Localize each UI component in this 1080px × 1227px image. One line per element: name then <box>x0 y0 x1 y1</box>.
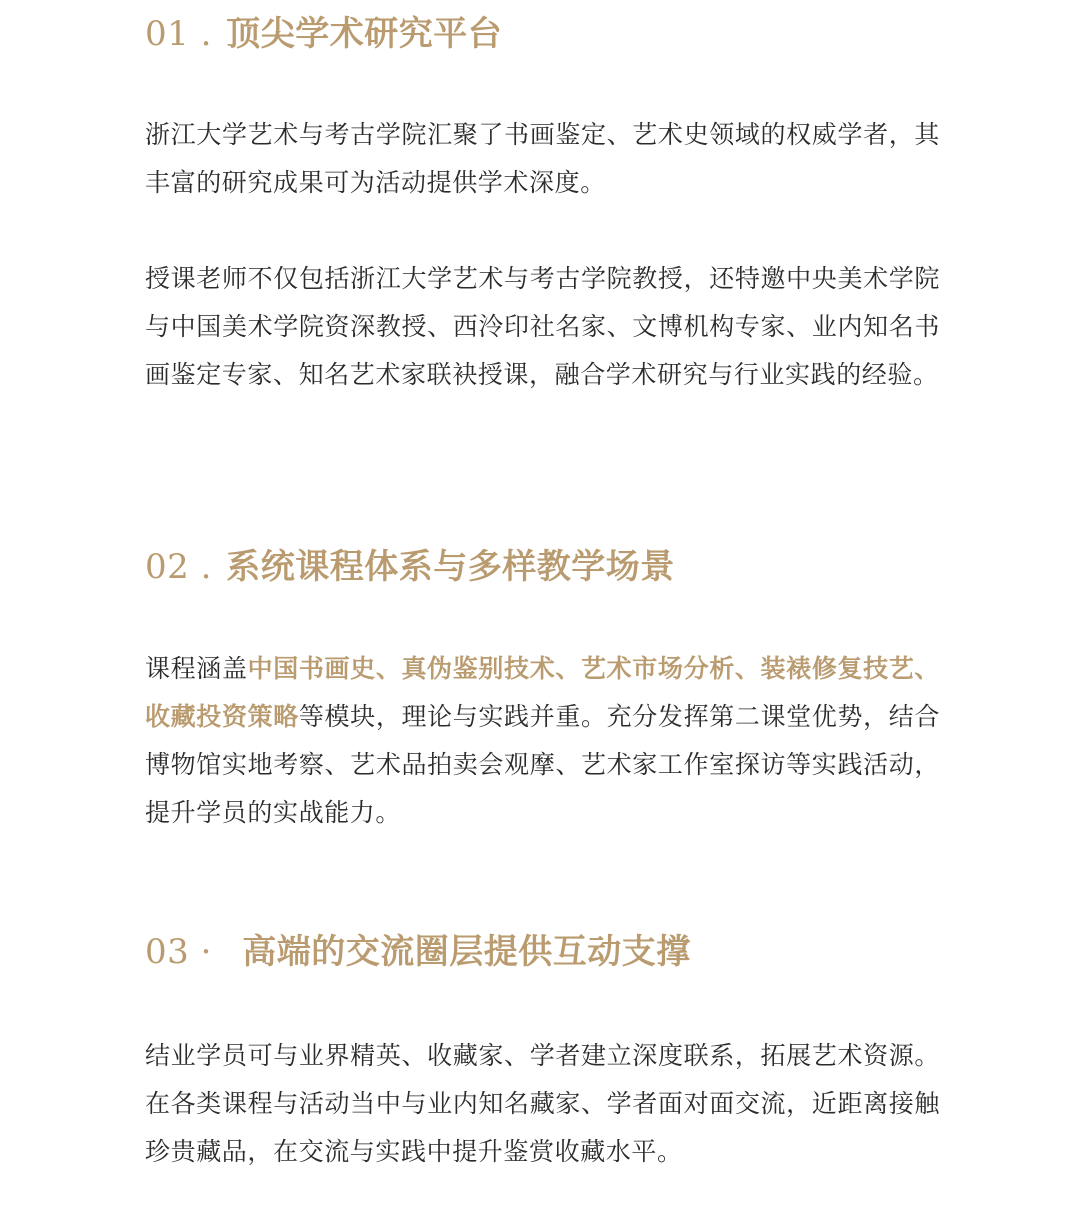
section-1-number: 01 . <box>145 14 212 54</box>
section-2-heading <box>145 545 940 589</box>
section-2-module-highlight: 中国书画史、真伪鉴别技术、艺术市场分析、装裱修复技艺、收藏投资策略 <box>145 654 941 731</box>
section-2-paragraph-suffix: 等模块，理论与实践并重。充分发挥第二课堂优势，结合博物馆实地考察、艺术品拍卖会观摩、艺术家工作室探访等实践活动，提升学员的实战能力。 <box>145 702 940 827</box>
section-2-paragraph <box>145 645 940 837</box>
section-1-title: 顶尖学术研究平台 <box>226 14 503 54</box>
section-1-heading <box>145 12 940 56</box>
section-1-paragraph-1: 浙江大学艺术与考古学院汇聚了书画鉴定、艺术史领域的权威学者，其丰富的研究成果可为活动提供学术深度。 <box>145 120 940 197</box>
section-3-title: 高端的交流圈层提供互动支撑 <box>242 932 691 972</box>
section-2-number: 02 . <box>145 547 212 587</box>
section-3-heading <box>145 930 940 974</box>
section-1-paragraph-2: 授课老师不仅包括浙江大学艺术与考古学院教授，还特邀中央美术学院与中国美术学院资深教授、西泠印社名家、文博机构专家、业内知名书画鉴定专家、知名艺术家联袂授课，融合学术研究与行业实践的经验。 <box>145 264 940 389</box>
section-2-title: 系统课程体系与多样教学场景 <box>226 547 675 587</box>
section-2-paragraph-prefix: 课程涵盖 <box>145 654 248 683</box>
section-3-paragraph: 结业学员可与业界精英、收藏家、学者建立深度联系，拓展艺术资源。在各类课程与活动当中与业内知名藏家、学者面对面交流，近距离接触珍贵藏品，在交流与实践中提升鉴赏收藏水平。 <box>145 1041 940 1166</box>
section-3-number: 03 · <box>145 932 212 972</box>
